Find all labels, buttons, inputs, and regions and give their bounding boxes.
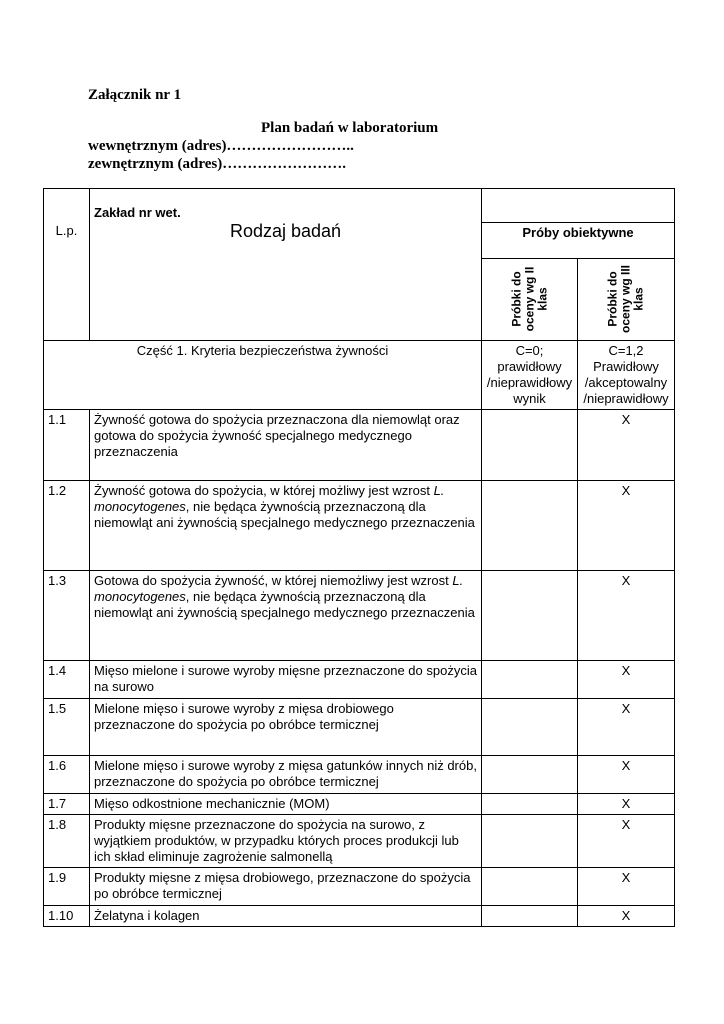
- row-description-text: Produkty mięsne z mięsa drobiowego, przeznaczone do spożycia po obróbce termicznej: [94, 870, 471, 901]
- row-description: [90, 815, 482, 868]
- row-col2-mark: [482, 868, 578, 906]
- rodzaj-header-cell: [90, 189, 482, 341]
- row-col2-mark: [482, 571, 578, 661]
- row-col3-mark: X: [578, 794, 675, 815]
- row-number: 1.2: [44, 481, 90, 571]
- external-address-line: zewnętrznym (adres)…………………….: [88, 156, 347, 172]
- row-description-italic: L. monocytogenes: [94, 573, 464, 604]
- table-row: [44, 661, 675, 699]
- row-col3-mark: X: [578, 868, 675, 906]
- row-description-text-end: , nie będąca żywnością przeznaczoną dla niemowląt ani żywnością specjalnego medycznego przeznaczenia: [94, 499, 475, 530]
- row-description-text: Mięso odkostnione mechanicznie (MOM): [94, 796, 330, 811]
- table-row: [44, 481, 675, 571]
- row-col3-mark: X: [578, 699, 675, 756]
- section-row: [44, 341, 675, 410]
- row-col2-mark: [482, 481, 578, 571]
- row-number: 1.3: [44, 571, 90, 661]
- row-description: [90, 661, 482, 699]
- row-col3-mark: X: [578, 571, 675, 661]
- row-description-text: Gotowa do spożycia żywność, w której niemożliwy jest wzrost: [94, 573, 453, 588]
- lp-header-cell: [44, 189, 90, 341]
- col3-header: Próbki do oceny wg III klas: [605, 265, 646, 334]
- zaklad-label: Zakład nr wet.: [94, 205, 181, 220]
- row-number: 1.1: [44, 410, 90, 481]
- row-description: [90, 699, 482, 756]
- row-description-text: Żywność gotowa do spożycia przeznaczona dla niemowląt oraz gotowa do spożycia żywność specjalnego medycznego przeznaczenia: [94, 412, 460, 459]
- row-description-text: Mięso mielone i surowe wyroby mięsne przeznaczone do spożycia na surowo: [94, 663, 477, 694]
- row-col2-mark: [482, 756, 578, 794]
- row-col3-mark: X: [578, 661, 675, 699]
- row-description: [90, 794, 482, 815]
- row-description-text-end: , nie będąca żywnością przeznaczoną dla niemowląt ani żywnością specjalnego medycznego przeznaczenia: [94, 589, 475, 620]
- row-number: 1.6: [44, 756, 90, 794]
- row-col2-mark: [482, 661, 578, 699]
- table-row: [44, 815, 675, 868]
- table-row: [44, 868, 675, 906]
- table-row: [44, 571, 675, 661]
- table-row: [44, 906, 675, 927]
- lp-header: L.p.: [55, 223, 78, 238]
- row-description: [90, 868, 482, 906]
- row-description-text: Żelatyna i kolagen: [94, 908, 200, 923]
- row-number: 1.5: [44, 699, 90, 756]
- proby-obiektywne-header: Próby obiektywne: [482, 223, 675, 259]
- row-description: [90, 410, 482, 481]
- row-col2-mark: [482, 410, 578, 481]
- row-col2-mark: [482, 794, 578, 815]
- row-number: 1.9: [44, 868, 90, 906]
- col3-header-cell: [578, 259, 675, 341]
- table-row: [44, 756, 675, 794]
- header-empty-cell: [482, 189, 675, 223]
- row-number: 1.8: [44, 815, 90, 868]
- annex-label: Załącznik nr 1: [88, 87, 182, 103]
- row-number: 1.10: [44, 906, 90, 927]
- table-row: [44, 794, 675, 815]
- row-col2-mark: [482, 815, 578, 868]
- row-col3-mark: X: [578, 756, 675, 794]
- rodzaj-badan-header: Rodzaj badań: [229, 221, 342, 241]
- row-col3-mark: X: [578, 410, 675, 481]
- table-header-row-top: [44, 189, 675, 223]
- row-col2-mark: [482, 906, 578, 927]
- col2-criterion: C=0; prawidłowy /nieprawidłowy wynik: [482, 341, 578, 410]
- row-description: [90, 906, 482, 927]
- row-col3-mark: X: [578, 906, 675, 927]
- table-row: [44, 699, 675, 756]
- plan-title: Plan badań w laboratorium: [261, 120, 439, 136]
- row-description-text: Żywność gotowa do spożycia, w której możliwy jest wzrost: [94, 483, 434, 498]
- section-title: Część 1. Kryteria bezpieczeństwa żywności: [44, 341, 482, 410]
- row-description-text: Mielone mięso i surowe wyroby z mięsa drobiowego przeznaczone do spożycia po obróbce termicznej: [94, 701, 394, 732]
- col2-header-cell: [482, 259, 578, 341]
- row-description-italic: L. monocytogenes: [94, 483, 445, 514]
- research-plan-table: [43, 188, 675, 927]
- row-description: [90, 481, 482, 571]
- row-col3-mark: X: [578, 481, 675, 571]
- row-description-text: Mielone mięso i surowe wyroby z mięsa gatunków innych niż drób, przeznaczone do spożycia po obróbce termicznej: [94, 758, 477, 789]
- row-description-text: Produkty mięsne przeznaczone do spożycia na surowo, z wyjątkiem produktów, w przypadku których proces produkcji lub ich skład eliminuje zagrożenie salmonellą: [94, 817, 459, 864]
- col2-header: Próbki do oceny wg II klas: [509, 266, 549, 332]
- table-row: [44, 410, 675, 481]
- internal-address-line: wewnętrznym (adres)……………………..: [88, 138, 354, 154]
- row-col3-mark: X: [578, 815, 675, 868]
- row-col2-mark: [482, 699, 578, 756]
- row-description: [90, 756, 482, 794]
- row-description: [90, 571, 482, 661]
- row-number: 1.7: [44, 794, 90, 815]
- row-number: 1.4: [44, 661, 90, 699]
- col3-criterion: C=1,2 Prawidłowy /akceptowalny /nieprawidłowy: [578, 341, 675, 410]
